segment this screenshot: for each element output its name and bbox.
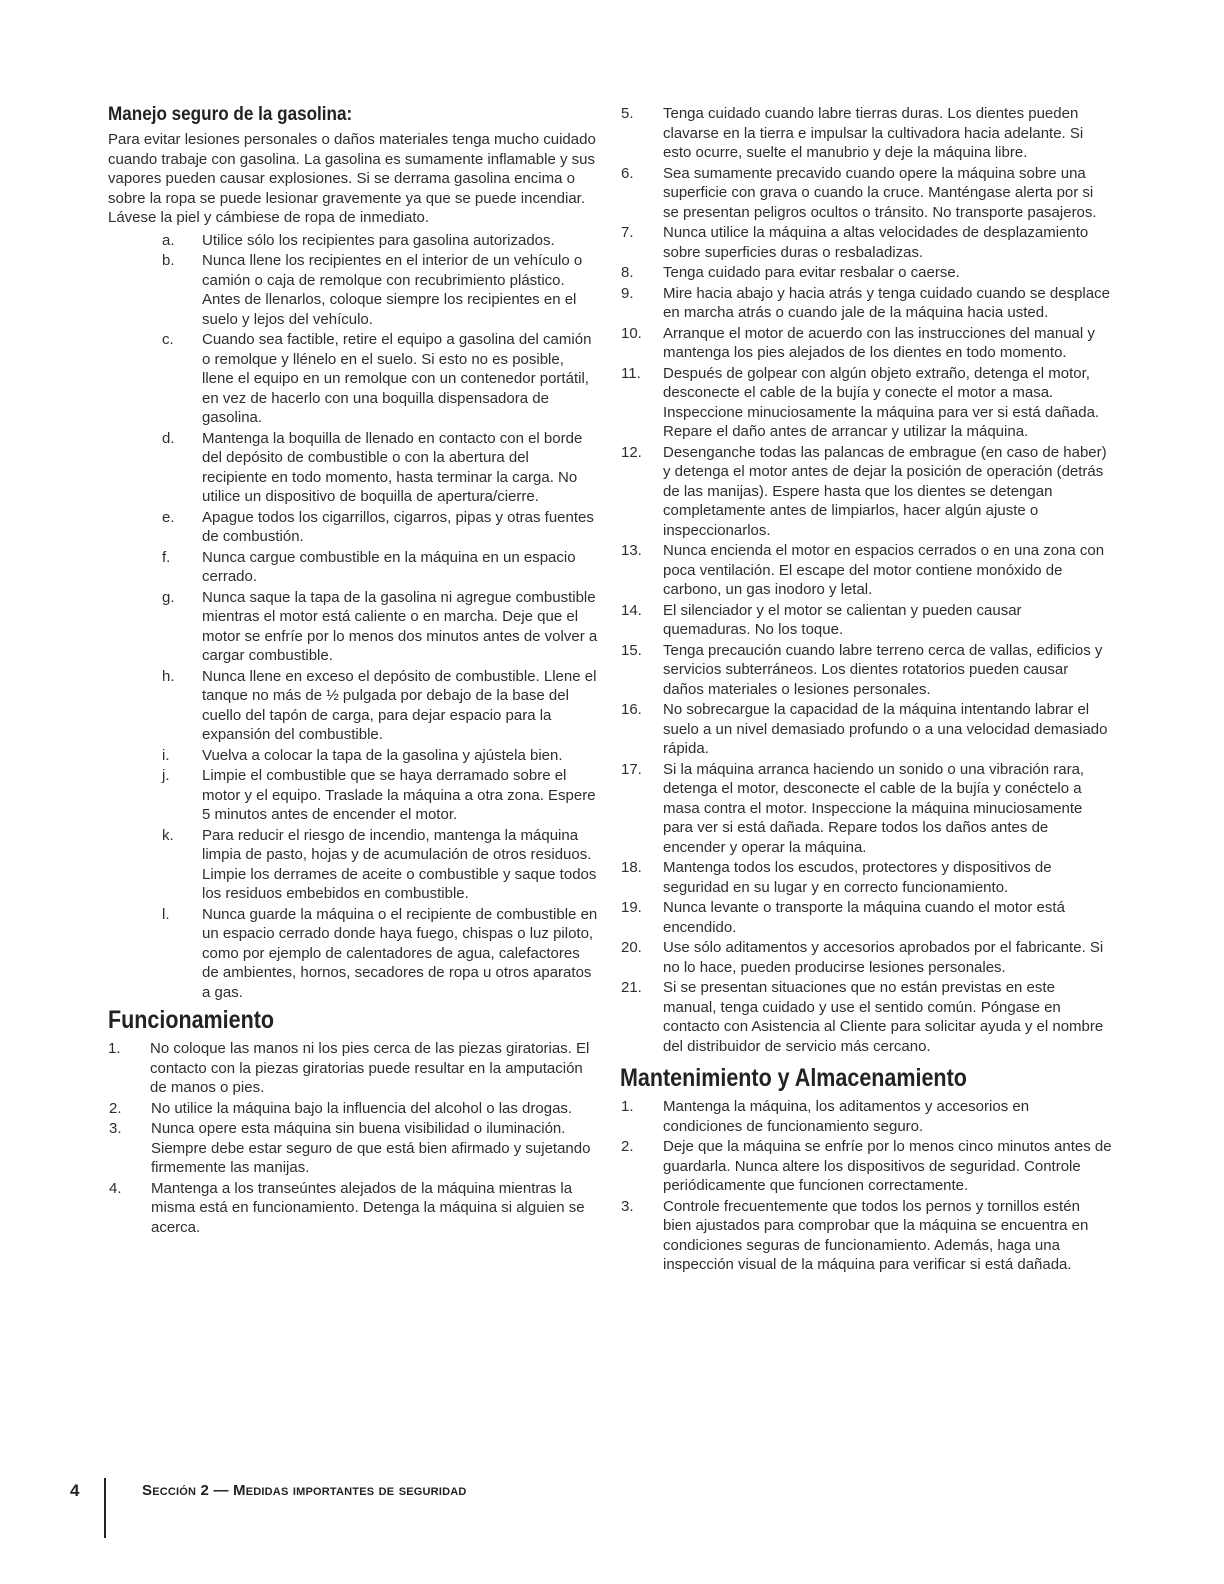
item-text: Si la máquina arranca haciendo un sonido o una vibración rara, detenga el motor, desconecte el cable de la bujía y conéctelo a masa contra el motor. Inspeccione la máquina minuciosamente para ver si está dañada. Repare todos los daños antes de encender y operar la máquina. — [663, 760, 1085, 856]
item-marker: 8. — [621, 264, 634, 281]
item-text: Nunca cargue combustible en la máquina en un espacio cerrado. — [202, 548, 576, 586]
item-text: Utilice sólo los recipientes para gasolina autorizados. — [202, 231, 555, 249]
item-marker: 5. — [621, 105, 634, 122]
item-text: Vuelva a colocar la tapa de la gasolina y ajústela bien. — [202, 746, 563, 764]
list-item — [620, 978, 1112, 1056]
list-item — [108, 1119, 598, 1178]
item-text: Tenga cuidado para evitar resbalar o caerse. — [663, 264, 960, 281]
item-marker: 3. — [621, 1197, 634, 1215]
item-marker: 13. — [621, 542, 642, 559]
item-marker: k. — [162, 826, 174, 844]
page-number: 4 — [70, 1481, 80, 1500]
item-text: Tenga precaución cuando labre terreno cerca de vallas, edificios y servicios subterráneos. Los dientes rotatorios pueden causar daños materiales o lesiones personales. — [663, 641, 1103, 698]
item-text: Use sólo aditamentos y accesorios aprobados por el fabricante. Si no lo hace, pueden producirse lesiones personales. — [663, 939, 1104, 976]
item-text: Mantenga a los transeúntes alejados de la máquina mientras la misma está en funcionamiento. Detenga la máquina si alguien se acerca. — [151, 1179, 585, 1236]
item-marker: h. — [162, 667, 175, 685]
fuel-safety-list — [108, 231, 598, 1003]
list-item — [620, 324, 1112, 363]
operation-list-right — [620, 104, 1112, 1056]
item-text: Nunca saque la tapa de la gasolina ni agregue combustible mientras el motor está caliente o en marcha. Deje que el motor se enfríe por lo menos dos minutos antes de volver a cargar combustible. — [202, 588, 598, 665]
item-text: No utilice la máquina bajo la influencia del alcohol o las drogas. — [151, 1099, 573, 1117]
item-marker: 20. — [621, 939, 642, 956]
item-marker: 2. — [621, 1138, 634, 1155]
item-marker: 4. — [109, 1179, 122, 1197]
item-text: Nunca llene los recipientes en el interior de un vehículo o camión o caja de remolque con recubrimiento plástico. Antes de llenarlos, coloque siempre los recipientes en el suelo y lejos del vehículo. — [202, 252, 583, 328]
list-item — [620, 164, 1112, 223]
item-marker: a. — [162, 231, 175, 249]
operation-list-left — [108, 1039, 598, 1237]
item-text: El silenciador y el motor se calientan y pueden causar quemaduras. No los toque. — [663, 601, 1022, 638]
list-item — [108, 429, 598, 507]
item-marker: d. — [162, 429, 175, 447]
list-item — [108, 588, 598, 666]
list-item — [620, 641, 1112, 700]
list-item — [108, 826, 598, 904]
operation-heading: Funcionamiento — [108, 1006, 275, 1035]
item-text: Nunca levante o transporte la máquina cuando el motor está encendido. — [663, 899, 1065, 936]
list-item — [108, 231, 598, 251]
item-text: Sea sumamente precavido cuando opere la máquina sobre una superficie con grava o cuando la cruce. Manténgase alerta por si se presentan peligros ocultos o tránsito. No transporte pasajeros. — [663, 164, 1097, 221]
fuel-safety-intro: Para evitar lesiones personales o daños materiales tenga mucho cuidado cuando trabaje con gasolina. La gasolina es sumamente inflamable y sus vapores pueden causar explosiones. Si se derrama gasolina encima o sobre la ropa se puede lesionar gravemente ya que se puede incendiar. Lávese la piel y cámbiese de ropa de inmediato. — [108, 131, 596, 227]
item-text: Mire hacia abajo y hacia atrás y tenga cuidado cuando se desplace en marcha atrás o cuando jale de la máquina hacia usted. — [663, 284, 1110, 321]
item-marker: 6. — [621, 164, 634, 182]
list-item — [620, 1097, 1112, 1136]
item-marker: 3. — [109, 1120, 122, 1138]
item-marker: i. — [162, 746, 170, 764]
maintenance-heading: Mantenimiento y Almacenamiento — [620, 1064, 967, 1092]
item-text: Mantenga todos los escudos, protectores y dispositivos de seguridad en su lugar y en correcto funcionamiento. — [663, 859, 1052, 896]
item-text: Nunca utilice la máquina a altas velocidades de desplazamiento sobre superficies duras o resbaladizas. — [663, 224, 1089, 261]
item-marker: 10. — [621, 324, 642, 342]
list-item — [620, 898, 1112, 937]
list-item — [108, 1039, 598, 1098]
item-text: No sobrecargue la capacidad de la máquina intentando labrar el suelo a un nivel demasiado profundo o a una velocidad demasiado rápida. — [663, 701, 1108, 757]
item-marker: 9. — [621, 284, 634, 302]
item-text: No coloque las manos ni los pies cerca de las piezas giratorias. El contacto con la piezas giratorias puede resultar en la amputación de manos o pies. — [150, 1040, 590, 1097]
item-text: Nunca encienda el motor en espacios cerrados o en una zona con poca ventilación. El escape del motor contiene monóxido de carbono, un gas inodoro y letal. — [663, 542, 1105, 598]
item-marker: 1. — [108, 1040, 121, 1058]
list-item — [620, 938, 1112, 977]
item-text: Nunca llene en exceso el depósito de combustible. Llene el tanque no más de ½ pulgada por debajo de la base del cuello del tapón de carga, para dejar espacio para la expansión del combustible. — [202, 667, 597, 744]
item-marker: 7. — [621, 224, 634, 241]
list-item — [108, 667, 598, 745]
item-marker: 16. — [621, 701, 642, 718]
item-text: Arranque el motor de acuerdo con las instrucciones del manual y mantenga los pies alejados de los dientes en todo momento. — [663, 324, 1095, 361]
item-text: Limpie el combustible que se haya derramado sobre el motor y el equipo. Traslade la máquina a otra zona. Espere 5 minutos antes de encender el motor. — [202, 767, 596, 824]
item-marker: b. — [162, 252, 175, 270]
item-marker: c. — [162, 331, 174, 349]
list-item — [108, 548, 598, 587]
maintenance-list — [620, 1097, 1112, 1275]
item-marker: 11. — [621, 364, 641, 382]
item-marker: 18. — [621, 859, 642, 876]
item-text: Tenga cuidado cuando labre tierras duras. Los dientes pueden clavarse en la tierra e impulsar la cultivadora hacia adelante. Si esto ocurre, suelte el manubrio y deje la máquina libre. — [663, 105, 1084, 161]
list-item — [108, 905, 598, 1003]
list-item — [108, 766, 598, 825]
section-title: Sección 2 — Medidas importantes de seguridad — [142, 1482, 467, 1499]
item-text: Después de golpear con algún objeto extraño, detenga el motor, desconecte el cable de la bujía y conecte el motor a masa. Inspeccione minuciosamente la máquina para ver si está dañada. Repare el daño antes de arrancar y utilizar la máquina. — [663, 364, 1100, 440]
item-text: Deje que la máquina se enfríe por lo menos cinco minutos antes de guardarla. Nunca altere los dispositivos de seguridad. Controle periódicamente que funcionen correctamente. — [663, 1138, 1112, 1194]
list-item — [108, 508, 598, 547]
list-item — [620, 284, 1112, 323]
list-item — [620, 263, 1112, 283]
list-item — [620, 858, 1112, 897]
list-item — [620, 700, 1112, 759]
item-marker: 2. — [109, 1099, 122, 1117]
list-item — [620, 364, 1112, 442]
list-item — [108, 330, 598, 428]
item-marker: 15. — [621, 641, 642, 659]
item-marker: 21. — [621, 979, 642, 996]
list-item — [108, 1179, 598, 1238]
footer-divider — [104, 1478, 106, 1538]
item-marker: j. — [162, 767, 170, 785]
item-marker: 14. — [621, 601, 642, 619]
item-text: Nunca guarde la máquina o el recipiente de combustible en un espacio cerrado donde haya fuego, chispas o luz piloto, como por ejemplo de calentadores de agua, calefactores de ambientes, hornos, secadores de ropa u otros aparatos a gas. — [202, 905, 598, 1001]
item-text: Desenganche todas las palancas de embrague (en caso de haber) y detenga el motor antes de dejar la posición de operación (detrás de las manijas). Espere hasta que los dientes se detengan completamente antes de limpiarlos, hacer algún ajuste o inspeccionarlos. — [663, 443, 1107, 539]
right-column — [620, 104, 1112, 1276]
list-item — [108, 251, 598, 329]
left-column — [108, 104, 598, 1238]
item-text: Para reducir el riesgo de incendio, mantenga la máquina limpia de pasto, hojas y de acumulación de otros residuos. Limpie los derrames de aceite o combustible y saque todos los residuos embebidos en combustible. — [202, 826, 597, 903]
item-marker: 17. — [621, 760, 642, 778]
item-marker: 19. — [621, 899, 642, 916]
item-marker: e. — [162, 508, 175, 526]
list-item — [620, 601, 1112, 640]
list-item — [108, 746, 598, 766]
list-item — [620, 760, 1112, 858]
item-text: Controle frecuentemente que todos los pernos y tornillos estén bien ajustados para comprobar que la máquina se encuentra en condiciones seguras de funcionamiento. Además, haga una inspección visual de la máquina para verificar si está dañada. — [663, 1197, 1089, 1273]
item-marker: 12. — [621, 443, 642, 461]
item-text: Mantenga la boquilla de llenado en contacto con el borde del depósito de combustible o con la abertura del recipiente en todo momento, hasta terminar la carga. No utilice un dispositivo de boquilla de apertura/cierre. — [202, 429, 583, 506]
list-item — [620, 223, 1112, 262]
list-item — [620, 541, 1112, 600]
item-marker: f. — [162, 548, 171, 566]
item-marker: l. — [162, 905, 170, 923]
list-item — [620, 104, 1112, 163]
item-marker: g. — [162, 588, 175, 606]
item-text: Mantenga la máquina, los aditamentos y accesorios en condiciones de funcionamiento seguro. — [663, 1098, 1030, 1135]
item-text: Nunca opere esta máquina sin buena visibilidad o iluminación. Siempre debe estar seguro de que está bien afirmado y sujetando firmemente las manijas. — [151, 1120, 591, 1177]
item-marker: 1. — [621, 1098, 634, 1115]
list-item — [108, 1099, 598, 1119]
list-item — [620, 443, 1112, 541]
item-text: Cuando sea factible, retire el equipo a gasolina del camión o remolque y llénelo en el suelo. Si esto no es posible, llene el equipo en un remolque con un contenedor portátil, en vez de hacerlo con una boquilla dispensadora de gasolina. — [202, 331, 592, 427]
list-item — [620, 1197, 1112, 1275]
fuel-safety-heading: Manejo seguro de la gasolina: — [108, 104, 353, 125]
item-text: Apague todos los cigarrillos, cigarros, pipas y otras fuentes de combustión. — [202, 508, 594, 546]
list-item — [620, 1137, 1112, 1196]
item-text: Si se presentan situaciones que no están previstas en este manual, tenga cuidado y use el sentido común. Póngase en contacto con Asistencia al Cliente para solicitar ayuda y el nombre del distribuidor de servicio más cercano. — [663, 979, 1104, 1055]
